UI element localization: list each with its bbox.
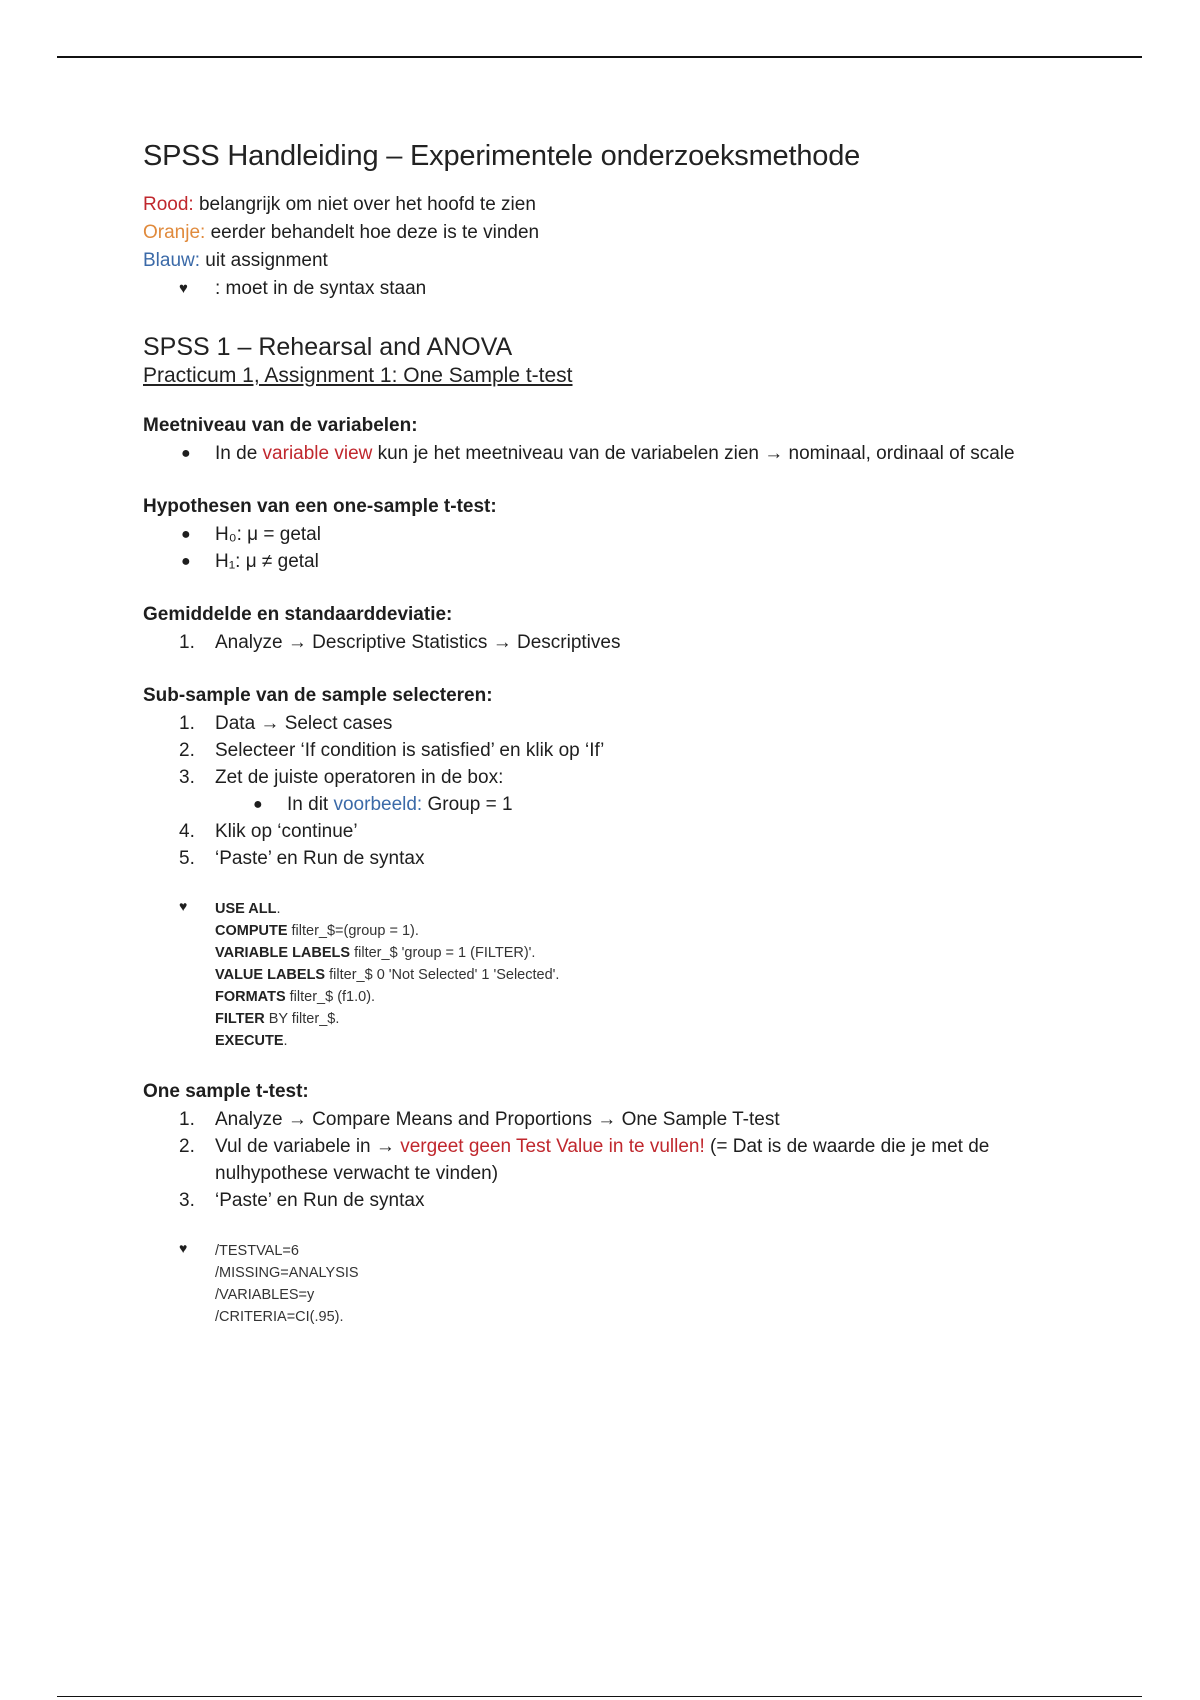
hypothesen-heading: Hypothesen van een one-sample t-test: — [143, 496, 497, 517]
list-item — [143, 1133, 1083, 1187]
subsample-sub-b: Group = 1 — [422, 794, 513, 815]
legend-orange — [143, 219, 1083, 247]
list-item — [143, 845, 1083, 872]
meetniveau-text-a: In de — [215, 443, 263, 464]
subsample-step-2: Selecteer ‘If condition is satisfied’ en klik op ‘If’ — [215, 740, 605, 761]
legend-heart-text: : moet in de syntax staan — [215, 278, 427, 299]
syntax-line: VALUE LABELS filter_$ 0 'Not Selected' 1 'Selected'. — [215, 967, 560, 983]
list-item — [143, 764, 1083, 791]
meetniveau-text-b: kun je het meetniveau van de variabelen zien → nominaal, ordinaal of scale — [372, 443, 1015, 464]
list-number: 3. — [179, 1190, 195, 1211]
list-item — [143, 710, 1083, 737]
document-title: SPSS Handleiding – Experimentele onderzoeksmethode — [143, 140, 861, 172]
subsample-voorbeeld: voorbeeld: — [333, 794, 423, 815]
subsample-step-3: Zet de juiste operatoren in de box: — [215, 767, 504, 788]
subsample-step-5: ‘Paste’ en Run de syntax — [215, 848, 425, 869]
legend-orange-text: eerder behandelt hoe deze is te vinden — [205, 222, 540, 243]
syntax-line: /TESTVAL=6 — [215, 1243, 299, 1259]
hypothesis-h0: H₀: μ = getal — [215, 524, 321, 545]
legend-red — [143, 191, 1083, 219]
document-page — [143, 140, 1083, 1328]
syntax-line: FORMATS filter_$ (f1.0). — [215, 989, 376, 1005]
onesample-step-2-warning: vergeet geen Test Value in te vullen! — [400, 1136, 705, 1157]
syntax-block-filter — [143, 898, 1083, 1052]
onesample-step-1: Analyze → Compare Means and Proportions → One Sample T-test — [215, 1109, 780, 1130]
onesample-step-2-a: Vul de variabele in → — [215, 1136, 401, 1157]
heart-icon: ♥ — [179, 280, 188, 297]
subsample-heading: Sub-sample van de sample selecteren: — [143, 685, 493, 706]
onesample-heading: One sample t-test: — [143, 1081, 309, 1102]
subsample-step-1: Data → Select cases — [215, 713, 393, 734]
gemiddelde-step-1: Analyze → Descriptive Statistics → Descriptives — [215, 632, 621, 653]
header-rule — [57, 56, 1142, 58]
list-number: 3. — [179, 767, 195, 788]
footer-rule — [57, 1696, 1142, 1697]
bullet-icon: ● — [181, 526, 191, 543]
list-item — [143, 629, 1083, 656]
list-item — [143, 737, 1083, 764]
legend-blue — [143, 247, 1083, 275]
list-number: 5. — [179, 848, 195, 869]
bullet-icon: ● — [181, 553, 191, 570]
legend-blue-label: Blauw: — [143, 250, 201, 271]
syntax-line: COMPUTE filter_$=(group = 1). — [215, 923, 419, 939]
heart-icon: ♥ — [179, 1240, 188, 1256]
list-number: 1. — [179, 713, 195, 734]
list-item — [143, 791, 1083, 818]
list-number: 2. — [179, 740, 195, 761]
gemiddelde-heading: Gemiddelde en standaarddeviatie: — [143, 604, 453, 625]
list-number: 2. — [179, 1136, 195, 1157]
syntax-line: FILTER BY filter_$. — [215, 1011, 340, 1027]
bullet-icon: ● — [253, 796, 263, 813]
meetniveau-variable-view: variable view — [262, 443, 373, 464]
onesample-step-3: ‘Paste’ en Run de syntax — [215, 1190, 425, 1211]
onesample-step-2-b: (= Dat is de waarde die je met de nulhypothese verwacht te vinden) — [215, 1136, 990, 1184]
legend-orange-label: Oranje: — [143, 222, 206, 243]
bullet-icon: ● — [181, 445, 191, 462]
syntax-line: EXECUTE. — [215, 1033, 288, 1049]
syntax-line: /VARIABLES=y — [215, 1287, 315, 1303]
meetniveau-heading: Meetniveau van de variabelen: — [143, 415, 418, 436]
hypothesis-h1: H₁: μ ≠ getal — [215, 551, 319, 572]
list-number: 1. — [179, 632, 195, 653]
list-item — [143, 1187, 1083, 1214]
syntax-line: USE ALL. — [215, 901, 281, 917]
color-legend — [143, 191, 1083, 303]
syntax-line: VARIABLE LABELS filter_$ 'group = 1 (FILTER)'. — [215, 945, 536, 961]
subsection-heading: Practicum 1, Assignment 1: One Sample t-test — [143, 364, 573, 387]
subsample-step-4: Klik op ‘continue’ — [215, 821, 358, 842]
list-item — [143, 521, 1083, 548]
legend-red-label: Rood: — [143, 194, 194, 215]
list-item — [143, 440, 1083, 467]
legend-red-text: belangrijk om niet over het hoofd te zien — [193, 194, 536, 215]
subsample-sub-a: In dit — [287, 794, 334, 815]
heart-icon: ♥ — [179, 898, 188, 914]
syntax-block-ttest — [143, 1240, 1083, 1328]
syntax-line: /CRITERIA=CI(.95). — [215, 1309, 344, 1325]
list-number: 1. — [179, 1109, 195, 1130]
legend-heart — [143, 275, 1083, 303]
list-item — [143, 818, 1083, 845]
syntax-line: /MISSING=ANALYSIS — [215, 1265, 359, 1281]
section-heading: SPSS 1 – Rehearsal and ANOVA — [143, 333, 513, 361]
legend-blue-text: uit assignment — [200, 250, 328, 271]
list-item — [143, 548, 1083, 575]
list-number: 4. — [179, 821, 195, 842]
list-item — [143, 1106, 1083, 1133]
